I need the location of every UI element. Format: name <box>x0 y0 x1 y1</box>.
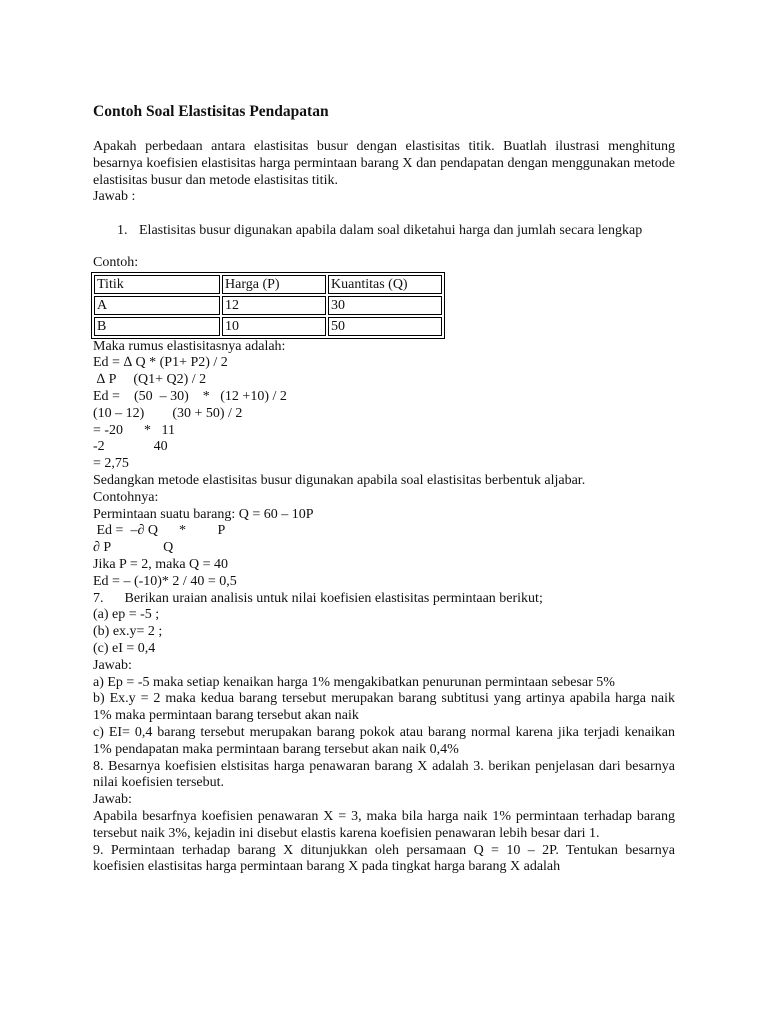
intro-paragraph: Apakah perbedaan antara elastisitas busur dengan elastisitas titik. Buatlah ilustrasi menghitung besarnya koefisien elastisitas harga permintaan barang X dan pendapatan dengan menggunakan metode elastisitas busur dan metode elastisitas titik. <box>93 139 675 188</box>
question-8: 8. Besarnya koefisien elstisitas harga penawaran barang X adalah 3. berikan penjelasan dari besarnya nilai koefisien tersebut. <box>93 758 675 791</box>
table-row <box>94 317 442 336</box>
option-b: (b) ex.y= 2 ; <box>93 624 163 640</box>
list-item-1 <box>93 222 675 239</box>
table-cell: B <box>94 317 220 336</box>
formula-line: ∂ P Q <box>93 540 174 556</box>
table-header: Kuantitas (Q) <box>328 275 442 294</box>
spacer <box>93 206 675 222</box>
table-cell: A <box>94 296 220 315</box>
table-header-row <box>94 275 442 294</box>
formula-line: Ed = –∂ Q * P <box>93 523 226 539</box>
formula-line: Ed = (50 – 30) * (12 +10) / 2 <box>93 388 287 404</box>
option-a: (a) ep = -5 ; <box>93 607 160 623</box>
text-line: Permintaan suatu barang: Q = 60 – 10P <box>93 506 314 522</box>
formula-line: (10 – 12) (30 + 50) / 2 <box>93 405 243 421</box>
option-c: (c) eI = 0,4 <box>93 640 156 656</box>
formula-line: ∆ P (Q1+ Q2) / 2 <box>93 372 207 388</box>
data-table <box>91 272 445 339</box>
table-header: Titik <box>94 275 220 294</box>
document-page <box>93 102 675 876</box>
document-title: Contoh Soal Elastisitas Pendapatan <box>93 103 329 120</box>
jawab-label: Jawab: <box>93 657 132 673</box>
answer-8: Apabila besarfnya koefisien penawaran X = 3, maka bila harga naik 1% permintaan terhadap barang tersebut naik 3%, kejadin ini disebut elastis karena koefisien penawaran lebih besar dari 1. <box>93 808 675 841</box>
text-line: Sedangkan metode elastisitas busur digunakan apabila soal elastisitas berbentuk aljabar. <box>93 472 586 488</box>
formula-line: Ed = – (-10)* 2 / 40 = 0,5 <box>93 573 237 589</box>
table-header: Harga (P) <box>222 275 326 294</box>
text-line: Maka rumus elastisitasnya adalah: <box>93 338 286 354</box>
jawab-label: Jawab : <box>93 189 136 204</box>
table-cell: 50 <box>328 317 442 336</box>
contoh-label: Contoh: <box>93 254 139 270</box>
formula-line: Ed = ∆ Q * (P1+ P2) / 2 <box>93 355 228 371</box>
question-9: 9. Permintaan terhadap barang X ditunjukkan oleh persamaan Q = 10 – 2P. Tentukan besarnya koefisien elastisitas harga permintaan barang X pada tingkat harga barang X adalah <box>93 842 675 875</box>
answer-a: a) Ep = -5 maka setiap kenaikan harga 1% mengakibatkan penurunan permintaan sebesar 5% <box>93 674 615 690</box>
table-row <box>94 296 442 315</box>
formula-line: = 2,75 <box>93 456 129 472</box>
jawab-label: Jawab: <box>93 792 132 808</box>
formula-line: = -20 * 11 <box>93 422 176 438</box>
list-number: 1. <box>117 222 128 238</box>
text-line: Jika P = 2, maka Q = 40 <box>93 556 229 572</box>
table-cell: 30 <box>328 296 442 315</box>
answer-c: c) EI= 0,4 barang tersebut merupakan barang pokok atau barang normal karena jika terjadi kenaikan 1% pendapatan maka permintaan barang tersebut akan naik 0,4% <box>93 724 675 757</box>
list-text: Elastisitas busur digunakan apabila dalam soal diketahui harga dan jumlah secara lengkap <box>139 222 643 238</box>
table-cell: 12 <box>222 296 326 315</box>
table-cell: 10 <box>222 317 326 336</box>
question-7: 7. Berikan uraian analisis untuk nilai koefisien elastisitas permintaan berikut; <box>93 590 543 606</box>
formula-line: -2 40 <box>93 439 168 455</box>
answer-b: b) Ex.y = 2 maka kedua barang tersebut merupakan barang subtitusi yang artinya apabila harga naik 1% maka permintaan barang tersebut akan naik <box>93 691 675 724</box>
text-line: Contohnya: <box>93 489 159 505</box>
spacer <box>93 239 675 255</box>
